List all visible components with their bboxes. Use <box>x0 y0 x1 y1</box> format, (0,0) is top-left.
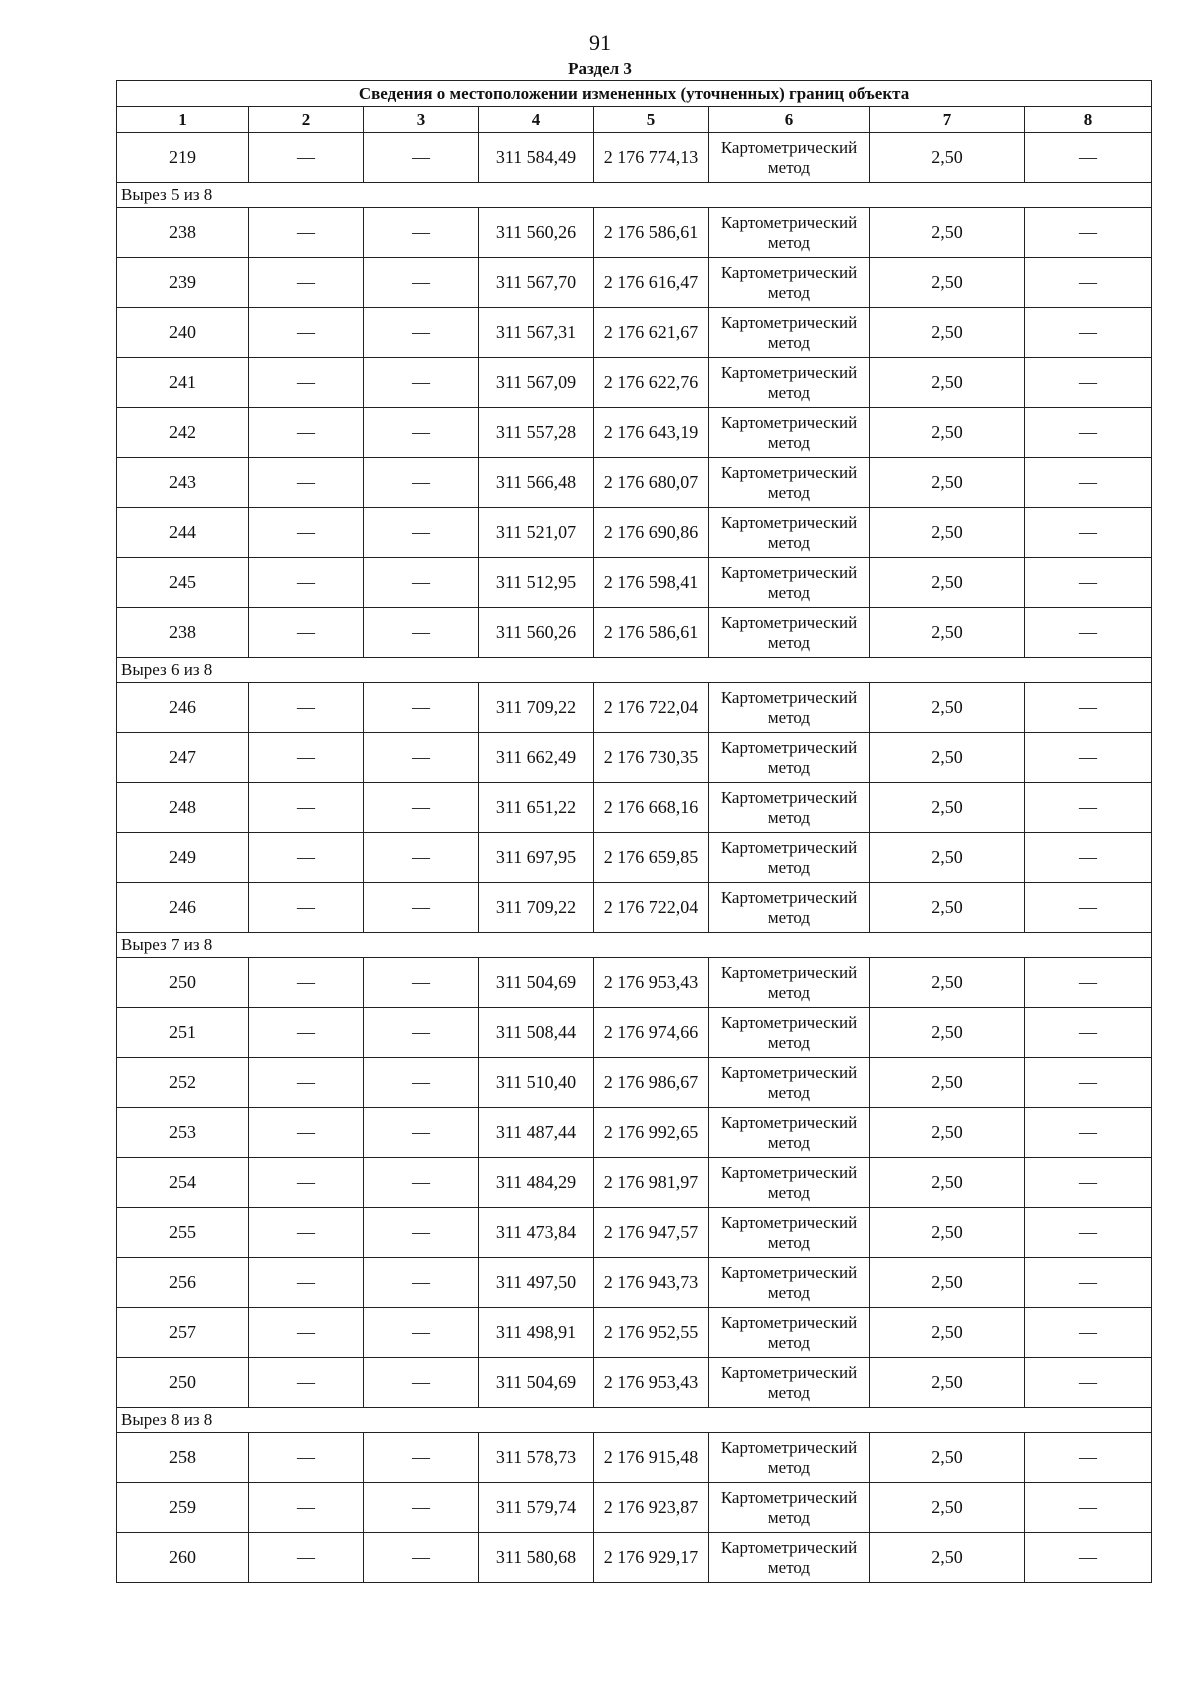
cell-col-2: — <box>249 608 364 658</box>
cell-col-2: — <box>249 883 364 933</box>
cell-col-5: 2 176 722,04 <box>594 883 709 933</box>
cell-col-8: — <box>1025 1208 1152 1258</box>
cell-col-5: 2 176 915,48 <box>594 1433 709 1483</box>
cell-col-3: — <box>364 1483 479 1533</box>
cell-col-2: — <box>249 1208 364 1258</box>
cell-col-2: — <box>249 358 364 408</box>
cell-col-5: 2 176 986,67 <box>594 1058 709 1108</box>
cell-col-4: 311 560,26 <box>479 208 594 258</box>
cell-col-7: 2,50 <box>870 1158 1025 1208</box>
table-row <box>117 733 1152 783</box>
cell-col-2: — <box>249 258 364 308</box>
cell-col-4: 311 498,91 <box>479 1308 594 1358</box>
table-row <box>117 1358 1152 1408</box>
cell-col-6: Картометрический метод <box>709 508 870 558</box>
cell-col-7: 2,50 <box>870 133 1025 183</box>
cell-col-7: 2,50 <box>870 1483 1025 1533</box>
cell-col-1: 243 <box>117 458 249 508</box>
table-caption: Сведения о местоположении измененных (уточненных) границ объекта <box>117 81 1152 107</box>
cell-col-1: 245 <box>117 558 249 608</box>
table-row <box>117 783 1152 833</box>
cell-col-6: Картометрический метод <box>709 608 870 658</box>
table-row <box>117 133 1152 183</box>
cell-col-8: — <box>1025 1533 1152 1583</box>
cell-col-5: 2 176 923,87 <box>594 1483 709 1533</box>
column-number-8: 8 <box>1025 107 1152 133</box>
cell-col-3: — <box>364 1008 479 1058</box>
cell-col-7: 2,50 <box>870 208 1025 258</box>
cell-col-3: — <box>364 408 479 458</box>
cell-col-3: — <box>364 208 479 258</box>
cutout-heading: Вырез 8 из 8 <box>117 1408 1152 1433</box>
cell-col-2: — <box>249 833 364 883</box>
cell-col-7: 2,50 <box>870 783 1025 833</box>
cell-col-2: — <box>249 1108 364 1158</box>
cell-col-8: — <box>1025 458 1152 508</box>
cell-col-8: — <box>1025 308 1152 358</box>
cell-col-2: — <box>249 408 364 458</box>
cell-col-8: — <box>1025 1308 1152 1358</box>
cell-col-1: 242 <box>117 408 249 458</box>
cell-col-2: — <box>249 1533 364 1583</box>
cell-col-6: Картометрический метод <box>709 733 870 783</box>
table-row <box>117 1008 1152 1058</box>
cell-col-6: Картометрический метод <box>709 1108 870 1158</box>
table-row <box>117 408 1152 458</box>
cell-col-1: 259 <box>117 1483 249 1533</box>
cell-col-5: 2 176 690,86 <box>594 508 709 558</box>
cell-col-2: — <box>249 208 364 258</box>
table-row <box>117 558 1152 608</box>
cell-col-8: — <box>1025 783 1152 833</box>
cell-col-5: 2 176 981,97 <box>594 1158 709 1208</box>
cutout-heading: Вырез 5 из 8 <box>117 183 1152 208</box>
cell-col-3: — <box>364 308 479 358</box>
table-row <box>117 833 1152 883</box>
cell-col-8: — <box>1025 608 1152 658</box>
cell-col-6: Картометрический метод <box>709 1058 870 1108</box>
cell-col-2: — <box>249 558 364 608</box>
column-number-1: 1 <box>117 107 249 133</box>
table-row <box>117 1308 1152 1358</box>
cell-col-3: — <box>364 1208 479 1258</box>
cell-col-4: 311 567,09 <box>479 358 594 408</box>
cell-col-5: 2 176 643,19 <box>594 408 709 458</box>
cell-col-4: 311 497,50 <box>479 1258 594 1308</box>
cell-col-1: 251 <box>117 1008 249 1058</box>
table-row <box>117 1433 1152 1483</box>
table-row <box>117 308 1152 358</box>
cell-col-4: 311 567,70 <box>479 258 594 308</box>
cell-col-7: 2,50 <box>870 1058 1025 1108</box>
cell-col-7: 2,50 <box>870 458 1025 508</box>
cell-col-5: 2 176 621,67 <box>594 308 709 358</box>
cell-col-3: — <box>364 1108 479 1158</box>
cell-col-5: 2 176 943,73 <box>594 1258 709 1308</box>
cell-col-2: — <box>249 733 364 783</box>
cell-col-2: — <box>249 1008 364 1058</box>
cell-col-1: 249 <box>117 833 249 883</box>
table-row <box>117 258 1152 308</box>
cell-col-7: 2,50 <box>870 883 1025 933</box>
cell-col-4: 311 557,28 <box>479 408 594 458</box>
cell-col-5: 2 176 952,55 <box>594 1308 709 1358</box>
cell-col-8: — <box>1025 133 1152 183</box>
cell-col-6: Картометрический метод <box>709 133 870 183</box>
cell-col-7: 2,50 <box>870 683 1025 733</box>
cell-col-3: — <box>364 358 479 408</box>
cell-col-5: 2 176 659,85 <box>594 833 709 883</box>
column-number-7: 7 <box>870 107 1025 133</box>
cell-col-4: 311 567,31 <box>479 308 594 358</box>
table-row <box>117 508 1152 558</box>
cell-col-2: — <box>249 1158 364 1208</box>
cell-col-6: Картометрический метод <box>709 558 870 608</box>
cell-col-2: — <box>249 1258 364 1308</box>
cell-col-2: — <box>249 683 364 733</box>
cell-col-4: 311 579,74 <box>479 1483 594 1533</box>
cell-col-7: 2,50 <box>870 958 1025 1008</box>
cell-col-4: 311 473,84 <box>479 1208 594 1258</box>
cell-col-2: — <box>249 308 364 358</box>
cell-col-7: 2,50 <box>870 558 1025 608</box>
cell-col-5: 2 176 722,04 <box>594 683 709 733</box>
cell-col-6: Картометрический метод <box>709 1533 870 1583</box>
cell-col-6: Картометрический метод <box>709 958 870 1008</box>
cell-col-6: Картометрический метод <box>709 1008 870 1058</box>
cell-col-6: Картометрический метод <box>709 1208 870 1258</box>
cell-col-6: Картометрический метод <box>709 1483 870 1533</box>
section-title: Раздел 3 <box>568 59 632 78</box>
cell-col-3: — <box>364 683 479 733</box>
cell-col-7: 2,50 <box>870 1533 1025 1583</box>
page-number: 91 <box>589 30 611 55</box>
cell-col-7: 2,50 <box>870 258 1025 308</box>
cell-col-3: — <box>364 783 479 833</box>
cell-col-8: — <box>1025 208 1152 258</box>
column-number-3: 3 <box>364 107 479 133</box>
cutout-heading-row <box>117 183 1152 208</box>
cell-col-4: 311 651,22 <box>479 783 594 833</box>
cell-col-7: 2,50 <box>870 608 1025 658</box>
cell-col-4: 311 484,29 <box>479 1158 594 1208</box>
cell-col-6: Картометрический метод <box>709 458 870 508</box>
cell-col-3: — <box>364 833 479 883</box>
table-row <box>117 958 1152 1008</box>
cell-col-1: 250 <box>117 1358 249 1408</box>
cell-col-4: 311 709,22 <box>479 883 594 933</box>
cell-col-5: 2 176 680,07 <box>594 458 709 508</box>
cell-col-5: 2 176 598,41 <box>594 558 709 608</box>
table-row <box>117 1258 1152 1308</box>
table-row <box>117 1058 1152 1108</box>
cell-col-6: Картометрический метод <box>709 833 870 883</box>
cell-col-2: — <box>249 508 364 558</box>
table-row <box>117 1483 1152 1533</box>
cell-col-3: — <box>364 1258 479 1308</box>
table-row <box>117 1158 1152 1208</box>
cell-col-8: — <box>1025 1258 1152 1308</box>
cell-col-1: 254 <box>117 1158 249 1208</box>
cell-col-8: — <box>1025 1008 1152 1058</box>
cell-col-5: 2 176 586,61 <box>594 208 709 258</box>
cell-col-6: Картометрический метод <box>709 683 870 733</box>
cell-col-2: — <box>249 783 364 833</box>
cell-col-8: — <box>1025 358 1152 408</box>
cell-col-6: Картометрический метод <box>709 1158 870 1208</box>
cell-col-4: 311 584,49 <box>479 133 594 183</box>
cell-col-8: — <box>1025 1433 1152 1483</box>
boundary-table <box>116 80 1152 1583</box>
cell-col-8: — <box>1025 258 1152 308</box>
cell-col-1: 239 <box>117 258 249 308</box>
cell-col-8: — <box>1025 1058 1152 1108</box>
table-caption-row <box>117 81 1152 107</box>
column-number-2: 2 <box>249 107 364 133</box>
cell-col-4: 311 578,73 <box>479 1433 594 1483</box>
cell-col-1: 238 <box>117 608 249 658</box>
cell-col-8: — <box>1025 1158 1152 1208</box>
cutout-heading-row <box>117 658 1152 683</box>
cell-col-6: Картометрический метод <box>709 1308 870 1358</box>
cell-col-4: 311 521,07 <box>479 508 594 558</box>
cell-col-1: 248 <box>117 783 249 833</box>
cell-col-7: 2,50 <box>870 1008 1025 1058</box>
cell-col-2: — <box>249 1308 364 1358</box>
cell-col-4: 311 709,22 <box>479 683 594 733</box>
cell-col-3: — <box>364 258 479 308</box>
cell-col-3: — <box>364 1433 479 1483</box>
cell-col-1: 247 <box>117 733 249 783</box>
cell-col-3: — <box>364 1058 479 1108</box>
cell-col-7: 2,50 <box>870 1208 1025 1258</box>
cell-col-4: 311 580,68 <box>479 1533 594 1583</box>
cell-col-8: — <box>1025 408 1152 458</box>
cell-col-3: — <box>364 883 479 933</box>
table-row <box>117 1208 1152 1258</box>
cell-col-1: 246 <box>117 683 249 733</box>
cell-col-7: 2,50 <box>870 408 1025 458</box>
cell-col-2: — <box>249 133 364 183</box>
cell-col-6: Картометрический метод <box>709 408 870 458</box>
cell-col-1: 252 <box>117 1058 249 1108</box>
cell-col-3: — <box>364 1533 479 1583</box>
cell-col-3: — <box>364 958 479 1008</box>
cell-col-1: 244 <box>117 508 249 558</box>
cell-col-4: 311 662,49 <box>479 733 594 783</box>
table-row <box>117 358 1152 408</box>
cell-col-5: 2 176 992,65 <box>594 1108 709 1158</box>
cell-col-8: — <box>1025 958 1152 1008</box>
cell-col-4: 311 504,69 <box>479 1358 594 1408</box>
cell-col-5: 2 176 586,61 <box>594 608 709 658</box>
cell-col-2: — <box>249 958 364 1008</box>
cell-col-4: 311 566,48 <box>479 458 594 508</box>
cell-col-2: — <box>249 1358 364 1408</box>
cell-col-5: 2 176 974,66 <box>594 1008 709 1058</box>
cell-col-7: 2,50 <box>870 1308 1025 1358</box>
cell-col-5: 2 176 622,76 <box>594 358 709 408</box>
cell-col-6: Картометрический метод <box>709 1358 870 1408</box>
cell-col-3: — <box>364 458 479 508</box>
cell-col-7: 2,50 <box>870 833 1025 883</box>
cell-col-8: — <box>1025 833 1152 883</box>
column-number-6: 6 <box>709 107 870 133</box>
cell-col-1: 246 <box>117 883 249 933</box>
cell-col-5: 2 176 929,17 <box>594 1533 709 1583</box>
cell-col-1: 260 <box>117 1533 249 1583</box>
cell-col-6: Картометрический метод <box>709 358 870 408</box>
cell-col-1: 257 <box>117 1308 249 1358</box>
cell-col-8: — <box>1025 1483 1152 1533</box>
cell-col-2: — <box>249 1433 364 1483</box>
cell-col-5: 2 176 668,16 <box>594 783 709 833</box>
cell-col-8: — <box>1025 1358 1152 1408</box>
cutout-heading-row <box>117 933 1152 958</box>
cutout-heading: Вырез 6 из 8 <box>117 658 1152 683</box>
cell-col-3: — <box>364 1158 479 1208</box>
cell-col-1: 255 <box>117 1208 249 1258</box>
cell-col-4: 311 487,44 <box>479 1108 594 1158</box>
table-row <box>117 1108 1152 1158</box>
cell-col-7: 2,50 <box>870 308 1025 358</box>
column-number-4: 4 <box>479 107 594 133</box>
column-numbers-row <box>117 107 1152 133</box>
cell-col-4: 311 510,40 <box>479 1058 594 1108</box>
cell-col-6: Картометрический метод <box>709 1258 870 1308</box>
cell-col-7: 2,50 <box>870 1258 1025 1308</box>
cell-col-4: 311 512,95 <box>479 558 594 608</box>
cell-col-6: Картометрический метод <box>709 783 870 833</box>
cell-col-6: Картометрический метод <box>709 308 870 358</box>
cell-col-1: 241 <box>117 358 249 408</box>
cell-col-7: 2,50 <box>870 358 1025 408</box>
cell-col-5: 2 176 947,57 <box>594 1208 709 1258</box>
cell-col-3: — <box>364 558 479 608</box>
cell-col-8: — <box>1025 1108 1152 1158</box>
cell-col-1: 238 <box>117 208 249 258</box>
cell-col-1: 253 <box>117 1108 249 1158</box>
cell-col-8: — <box>1025 733 1152 783</box>
cell-col-8: — <box>1025 883 1152 933</box>
cell-col-2: — <box>249 1483 364 1533</box>
cell-col-5: 2 176 730,35 <box>594 733 709 783</box>
cutout-heading-row <box>117 1408 1152 1433</box>
cell-col-7: 2,50 <box>870 733 1025 783</box>
table-row <box>117 883 1152 933</box>
column-number-5: 5 <box>594 107 709 133</box>
table-row <box>117 458 1152 508</box>
cell-col-7: 2,50 <box>870 1108 1025 1158</box>
cutout-heading: Вырез 7 из 8 <box>117 933 1152 958</box>
cell-col-8: — <box>1025 558 1152 608</box>
cell-col-7: 2,50 <box>870 508 1025 558</box>
cell-col-4: 311 504,69 <box>479 958 594 1008</box>
cell-col-2: — <box>249 1058 364 1108</box>
cell-col-1: 256 <box>117 1258 249 1308</box>
cell-col-3: — <box>364 1358 479 1408</box>
cell-col-5: 2 176 953,43 <box>594 1358 709 1408</box>
cell-col-4: 311 697,95 <box>479 833 594 883</box>
cell-col-6: Картометрический метод <box>709 1433 870 1483</box>
cell-col-4: 311 560,26 <box>479 608 594 658</box>
cell-col-3: — <box>364 608 479 658</box>
cell-col-3: — <box>364 733 479 783</box>
cell-col-7: 2,50 <box>870 1358 1025 1408</box>
cell-col-1: 219 <box>117 133 249 183</box>
cell-col-3: — <box>364 508 479 558</box>
cell-col-6: Картометрический метод <box>709 208 870 258</box>
cell-col-4: 311 508,44 <box>479 1008 594 1058</box>
cell-col-1: 250 <box>117 958 249 1008</box>
cell-col-5: 2 176 616,47 <box>594 258 709 308</box>
cell-col-7: 2,50 <box>870 1433 1025 1483</box>
cell-col-8: — <box>1025 508 1152 558</box>
cell-col-6: Картометрический метод <box>709 258 870 308</box>
cell-col-1: 240 <box>117 308 249 358</box>
cell-col-5: 2 176 953,43 <box>594 958 709 1008</box>
cell-col-8: — <box>1025 683 1152 733</box>
table-row <box>117 208 1152 258</box>
cell-col-2: — <box>249 458 364 508</box>
cell-col-3: — <box>364 1308 479 1358</box>
cell-col-5: 2 176 774,13 <box>594 133 709 183</box>
cell-col-1: 258 <box>117 1433 249 1483</box>
table-row <box>117 1533 1152 1583</box>
table-row <box>117 683 1152 733</box>
cell-col-6: Картометрический метод <box>709 883 870 933</box>
table-row <box>117 608 1152 658</box>
cell-col-3: — <box>364 133 479 183</box>
